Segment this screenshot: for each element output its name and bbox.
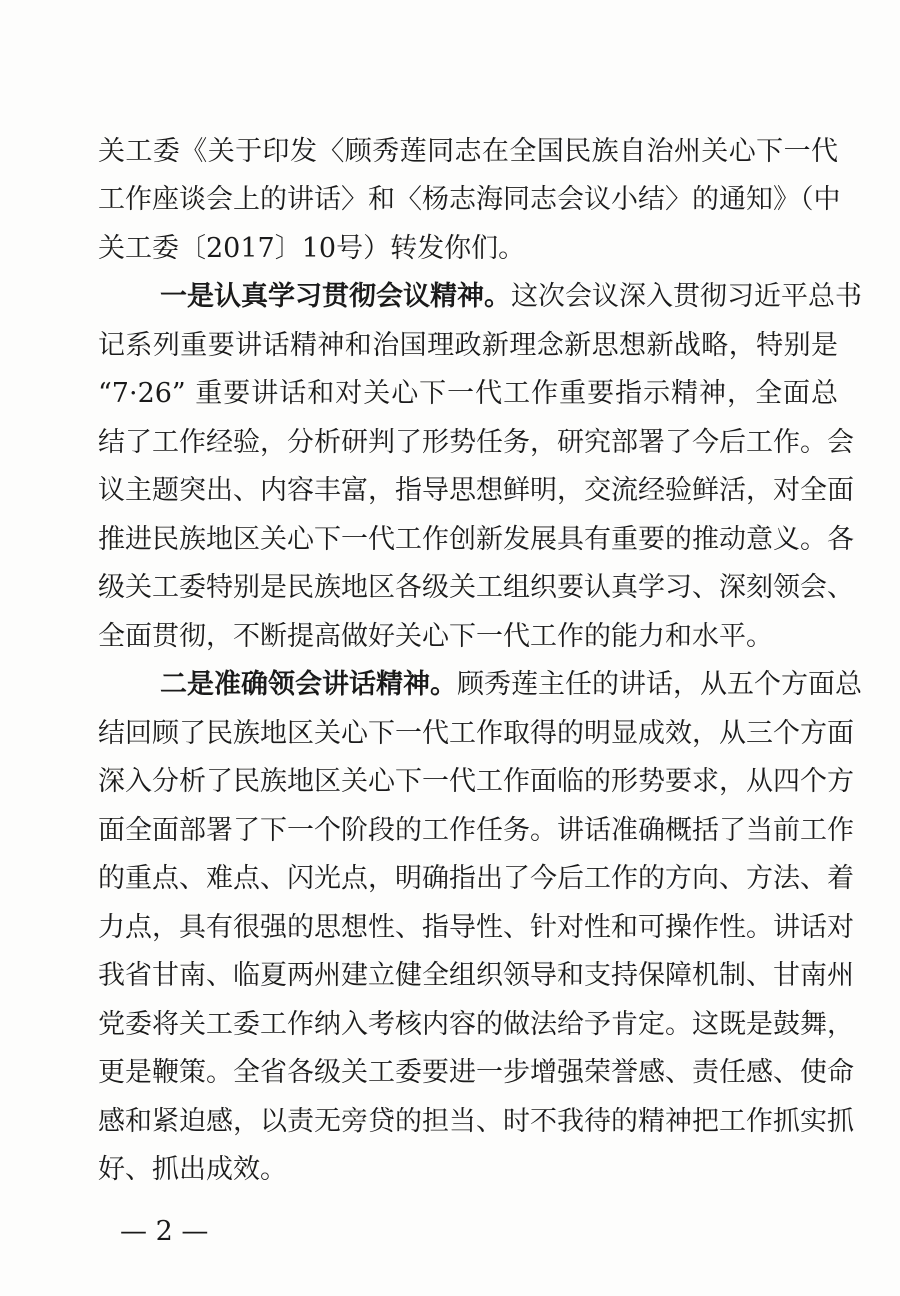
text-line: 工作座谈会上的讲话〉和〈杨志海同志会议小结〉的通知》（中 [98, 184, 841, 215]
page-number: — 2 — [120, 1216, 209, 1247]
text-line: 议主题突出、内容丰富，指导思想鲜明，交流经验鲜活，对全面 [98, 475, 854, 506]
text-line: 结回顾了民族地区关心下一代工作取得的明显成效，从三个方面 [98, 718, 854, 749]
text-line: 深入分析了民族地区关心下一代工作面临的形势要求，从四个方 [98, 766, 854, 797]
text-line: 感和紧迫感，以责无旁贷的担当、时不我待的精神把工作抓实抓 [98, 1106, 854, 1137]
text-line: 更是鞭策。全省各级关工委要进一步增强荣誉感、责任感、使命 [98, 1057, 854, 1088]
text-line: 全面贯彻，不断提高做好关心下一代工作的能力和水平。 [98, 621, 773, 652]
text-line: 级关工委特别是民族地区各级关工组织要认真学习、深刻领会、 [98, 572, 854, 603]
text-line: 关工委《关于印发〈顾秀莲同志在全国民族自治州关心下一代 [98, 136, 838, 167]
text-line: 我省甘南、临夏两州建立健全组织领导和支持保障机制、甘南州 [98, 960, 854, 991]
text-line: 面全面部署了下一个阶段的工作任务。讲话准确概括了当前工作 [98, 815, 854, 846]
paragraph-heading-line: 二是准确领会讲话精神。顾秀莲主任的讲话，从五个方面总 [160, 669, 862, 700]
text-line: “7·26” 重要讲话和对关心下一代工作重要指示精神，全面总 [98, 378, 838, 409]
text-line: 党委将关工委工作纳入考核内容的做法给予肯定。这既是鼓舞， [98, 1009, 854, 1040]
text-line: 关工委〔2017〕10号）转发你们。 [98, 233, 526, 264]
paragraph-heading-line: 一是认真学习贯彻会议精神。这次会议深入贯彻习近平总书 [160, 281, 862, 312]
text-line: 记系列重要讲话精神和治国理政新理念新思想新战略，特别是 [98, 330, 838, 361]
text-line: 好、抓出成效。 [98, 1154, 287, 1185]
text-line: 结了工作经验，分析研判了形势任务，研究部署了今后工作。会 [98, 427, 854, 458]
text-line: 推进民族地区关心下一代工作创新发展具有重要的推动意义。各 [98, 524, 854, 555]
text-line: 力点，具有很强的思想性、指导性、针对性和可操作性。讲话对 [98, 912, 854, 943]
text-line: 的重点、难点、闪光点，明确指出了今后工作的方向、方法、着 [98, 863, 854, 894]
